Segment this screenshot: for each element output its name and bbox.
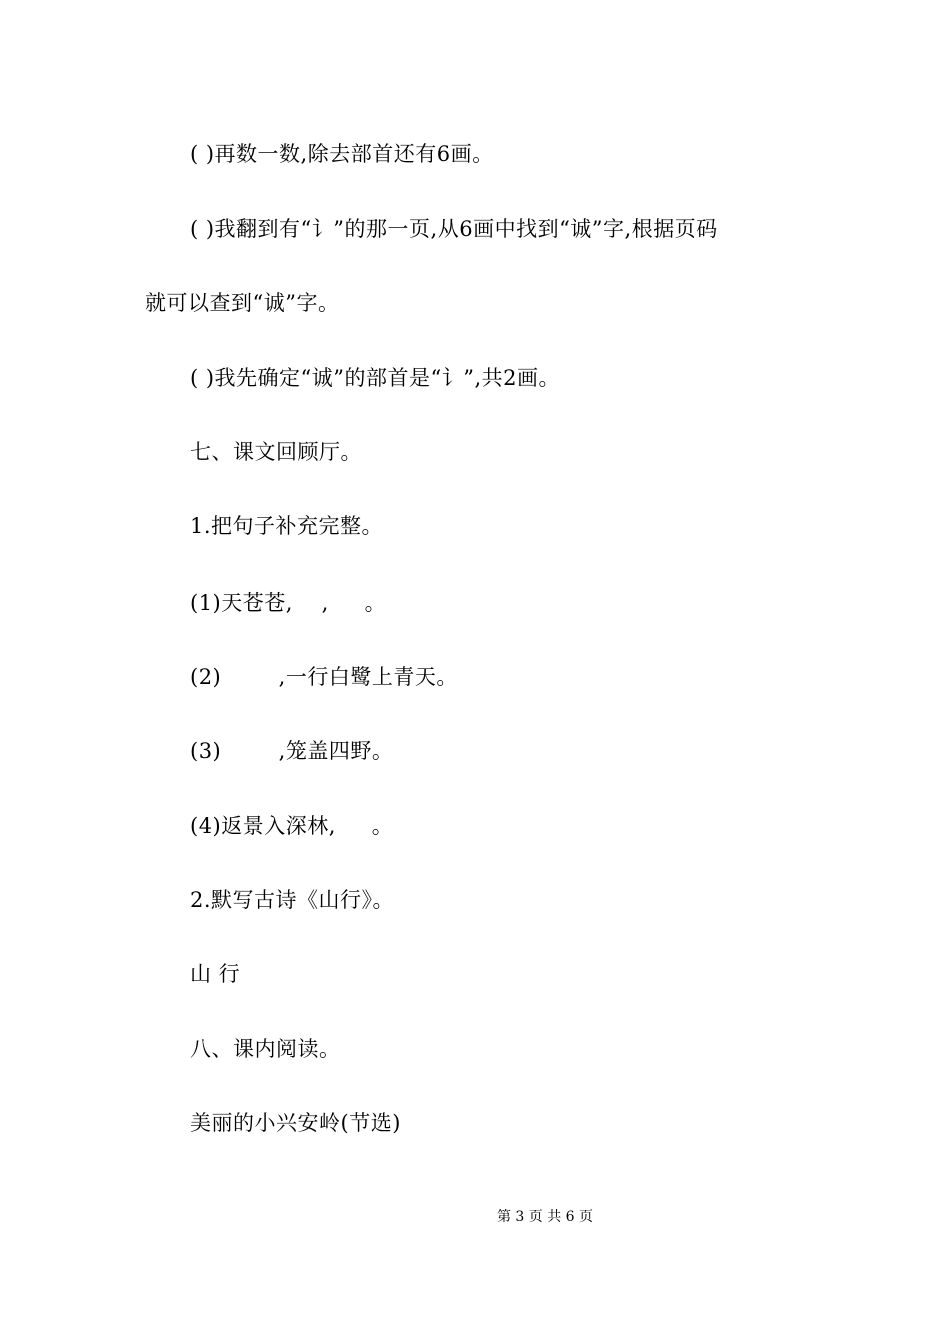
section-heading-7: 七、课文回顾厅。 — [190, 440, 362, 464]
section-heading-8: 八、课内阅读。 — [190, 1037, 341, 1061]
exercise-1-item-1: (1)天苍苍, , 。 — [190, 591, 387, 615]
question-order-step-radical: ( )我先确定“诚”的部首是“讠”,共2画。 — [190, 366, 561, 390]
exercise-2-title: 2.默写古诗《山行》。 — [190, 888, 395, 912]
question-order-step-find-page-cont: 就可以查到“诚”字。 — [145, 291, 340, 315]
exercise-1-item-3: (3) ,笼盖四野。 — [190, 739, 394, 763]
page-number-footer: 第 3 页 共 6 页 — [496, 1209, 594, 1225]
reading-passage-title: 美丽的小兴安岭(节选) — [190, 1111, 401, 1135]
poem-title: 山 行 — [190, 962, 241, 986]
exercise-1-item-2: (2) ,一行白鹭上青天。 — [190, 665, 458, 689]
question-order-step-count-strokes: ( )再数一数,除去部首还有6画。 — [190, 142, 494, 166]
exercise-1-title: 1.把句子补充完整。 — [190, 514, 384, 538]
exercise-1-item-4: (4)返景入深林, 。 — [190, 814, 394, 838]
question-order-step-find-page: ( )我翻到有“讠”的那一页,从6画中找到“诚”字,根据页码 — [190, 217, 718, 241]
